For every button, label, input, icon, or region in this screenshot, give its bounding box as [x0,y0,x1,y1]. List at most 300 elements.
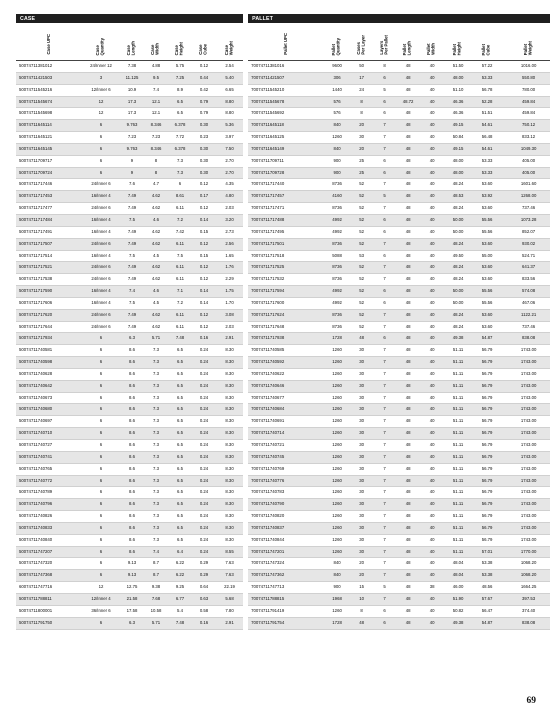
table-cell: 4992 [324,297,350,309]
table-cell: 53.38 [472,570,502,582]
table-cell: 50074711645114 [16,120,82,132]
table-cell: 48 [396,297,420,309]
table-cell: 1.75 [216,286,243,298]
table-cell: 40 [420,238,444,250]
table-cell: 46.00 [444,582,472,594]
table-cell: 7.3 [144,345,168,357]
table-row [16,143,550,155]
case-column-label: Case UPC [45,34,51,55]
table-cell: 56.79 [472,451,502,463]
table-cell: 9.763 [120,143,144,155]
table-cell: 0.12 [192,179,216,191]
table-cell: 7.25 [168,72,192,84]
table-cell: 8 [373,61,396,73]
table-cell: 4.62 [144,203,168,215]
table-cell: 7 [373,593,396,605]
table-cell: 550.80 [502,72,550,84]
table-cell: 6 [82,475,120,487]
table-cell: 7 [373,428,396,440]
table-cell: 57.22 [472,61,502,73]
table-cell: 36/Inner 6 [82,605,120,617]
table-cell: 1743.00 [502,499,550,511]
table-cell: 48 [396,143,420,155]
table-cell: 70074711717648 [248,321,324,333]
case-column-label: Case Weight [223,40,234,55]
table-cell: 0.79 [192,96,216,108]
table-cell: 70074711717518 [248,250,324,262]
table-cell: 7.3 [144,428,168,440]
table-row [16,475,550,487]
table-cell: 8.30 [216,416,243,428]
table-cell: 6.5 [168,428,192,440]
table-cell: 0.63 [192,593,216,605]
table-cell: 48.24 [444,238,472,250]
table-cell: 40 [420,297,444,309]
table-cell: 7.3 [144,499,168,511]
table-cell: 1260 [324,440,350,452]
table-cell: 40 [420,404,444,416]
table-cell: 48 [350,333,373,345]
table-cell: 4160 [324,191,350,203]
table-cell: 0.24 [192,511,216,523]
table-cell: 7 [373,203,396,215]
table-row [16,582,550,594]
table-cell: 6.11 [168,203,192,215]
table-cell: 7 [373,534,396,546]
table-cell: 6.5 [168,499,192,511]
table-cell: 7 [373,522,396,534]
table-cell: 48 [396,451,420,463]
table-cell: 1.76 [216,262,243,274]
table-cell: 8.7 [144,558,168,570]
table-cell: 1743.00 [502,380,550,392]
table-cell: 7 [373,463,396,475]
table-cell: 54.61 [472,120,502,132]
table-cell: 70074711717525 [248,262,324,274]
table-cell: 70074711717495 [248,226,324,238]
table-cell: 0.12 [192,61,216,73]
table-cell: 0.29 [192,570,216,582]
table-cell: 1.65 [216,250,243,262]
table-cell: 70074711791419 [248,605,324,617]
table-cell: 12.75 [120,582,144,594]
table-cell: 48 [396,428,420,440]
table-cell: 70074711788815 [248,593,324,605]
table-row [16,404,550,416]
table-cell: 48 [396,416,420,428]
table-cell: 40 [420,605,444,617]
table-cell: 51.11 [444,534,472,546]
table-cell: 40 [420,451,444,463]
table-cell: 51.11 [444,380,472,392]
table-cell: 4.62 [144,321,168,333]
table-cell: 70074711747362 [248,570,324,582]
table-cell: 52 [350,179,373,191]
table-row [16,416,550,428]
table-cell: 6.5 [168,534,192,546]
table-cell: 5.71 [144,333,168,345]
table-cell: 70074711740691 [248,416,324,428]
table-cell: 70074711717488 [248,214,324,226]
table-cell: 0.24 [192,357,216,369]
table-cell: 48 [396,203,420,215]
table-cell: 50074711740840 [16,534,82,546]
table-cell: 0.30 [192,167,216,179]
table-cell: 8.6 [120,522,144,534]
table-cell: 40 [420,120,444,132]
table-cell: 50074711740673 [16,392,82,404]
table-cell: 6 [82,463,120,475]
table-cell: 48 [396,262,420,274]
table-cell: 0.12 [192,262,216,274]
table-cell: 50.00 [444,286,472,298]
table-row [16,511,550,523]
table-row [16,297,550,309]
table-cell: 641.37 [502,262,550,274]
table-cell: 40 [420,534,444,546]
table-row [16,179,550,191]
table-cell: 6 [82,368,120,380]
table-cell: 840 [324,570,350,582]
table-cell: 4.88 [144,61,168,73]
table-cell: 8.346 [144,143,168,155]
table-cell: 53.60 [472,274,502,286]
table-cell: 52 [350,191,373,203]
table-cell: 6.65 [216,84,243,96]
table-cell: 24/Inner 6 [82,262,120,274]
table-row [16,96,550,108]
table-cell: 8.30 [216,404,243,416]
table-cell: 6 [82,451,120,463]
table-cell: 52 [350,297,373,309]
table-cell: 0.24 [192,546,216,558]
table-cell: 70074711740844 [248,534,324,546]
table-cell: 70074711747201 [248,546,324,558]
table-cell: 70074711740820 [248,511,324,523]
case-column-header [120,23,144,61]
pallet-column-header [472,23,502,61]
table-cell: 0.24 [192,475,216,487]
table-cell: 48 [396,250,420,262]
table-cell: 7.49 [120,274,144,286]
table-cell: 9.38 [144,582,168,594]
table-cell: 56.79 [472,499,502,511]
table-cell: 0.24 [192,416,216,428]
table-cell: 8736 [324,203,350,215]
table-cell: 7.3 [144,463,168,475]
table-cell: 4.6 [144,214,168,226]
table-cell: 40 [420,593,444,605]
table-cell: 6.5 [168,440,192,452]
table-cell: 40 [420,428,444,440]
table-cell: 30 [350,392,373,404]
pallet-column-header [324,23,350,61]
table-cell: 48 [396,392,420,404]
table-cell: 8.6 [120,499,144,511]
table-cell: 0.58 [192,605,216,617]
table-cell: 6.11 [168,274,192,286]
table-cell: 40 [420,357,444,369]
table-cell: 55.56 [472,286,502,298]
table-cell: 48 [396,617,420,629]
table-cell: 6.22 [168,570,192,582]
table-cell: 7 [373,570,396,582]
table-cell: 56.79 [472,511,502,523]
table-cell: 6 [82,440,120,452]
table-cell: 0.14 [192,286,216,298]
table-cell: 7 [373,132,396,144]
table-cell: 737.46 [502,321,550,333]
table-cell: 8.30 [216,475,243,487]
table-cell: 7.3 [144,511,168,523]
table-cell: 5.40 [216,72,243,84]
table-cell: 0.15 [192,250,216,262]
table-cell: 7.3 [144,368,168,380]
table-cell: 50074711740765 [16,463,82,475]
table-cell: 20 [350,120,373,132]
table-cell: 8.30 [216,534,243,546]
table-cell: 51.11 [444,404,472,416]
table-cell: 7 [373,143,396,155]
table-cell: 0.24 [192,463,216,475]
table-cell: 24/Inner 6 [82,309,120,321]
table-cell: 46.36 [444,96,472,108]
table-cell: 8.30 [216,357,243,369]
pallet-column-header [396,23,420,61]
table-cell: 48.00 [444,167,472,179]
table-cell: 53.33 [472,155,502,167]
table-cell: 1260 [324,404,350,416]
table-cell: 52 [350,321,373,333]
table-cell: 0.30 [192,155,216,167]
table-cell: 6 [373,297,396,309]
table-cell: 9 [120,167,144,179]
table-cell: 48 [396,84,420,96]
table-cell: 70074711740790 [248,499,324,511]
table-cell: 1260 [324,132,350,144]
table-cell: 50074711717484 [16,214,82,226]
table-cell: 48 [396,368,420,380]
table-cell: 54.87 [472,617,502,629]
table-cell: 20 [350,570,373,582]
table-cell: 7 [373,392,396,404]
table-cell: 397.53 [502,593,550,605]
table-cell: 50074711717521 [16,262,82,274]
table-cell: 70074711747324 [248,558,324,570]
table-row [16,120,550,132]
table-cell: 48 [396,380,420,392]
case-column-header [16,23,82,61]
table-cell: 5 [373,84,396,96]
table-cell: 6 [373,605,396,617]
table-cell: 8.6 [120,428,144,440]
table-cell: 6 [82,511,120,523]
table-cell: 24 [350,84,373,96]
table-cell: 9.5 [144,72,168,84]
table-cell: 30 [350,511,373,523]
table-cell: 1260 [324,605,350,617]
table-cell: 0.17 [192,191,216,203]
table-cell: 900 [324,155,350,167]
table-cell: 6 [82,333,120,345]
table-cell: 8 [350,96,373,108]
table-cell: 1743.00 [502,416,550,428]
table-cell: 40 [420,226,444,238]
case-column-header [82,23,120,61]
table-cell: 840 [324,558,350,570]
table-cell: 6 [82,558,120,570]
table-cell: 48 [396,309,420,321]
table-cell: 30 [350,380,373,392]
table-cell: 8.30 [216,463,243,475]
table-cell: 17.58 [120,605,144,617]
table-cell: 50.84 [444,132,472,144]
table-cell: 70074711717440 [248,179,324,191]
table-cell: 9600 [324,61,350,73]
table-cell: 6 [82,416,120,428]
table-cell: 0.24 [192,522,216,534]
table-cell: 70074711645118 [248,120,324,132]
table-cell: 51.90 [444,593,472,605]
table-cell: 50074711717491 [16,226,82,238]
table-cell: 737.46 [502,203,550,215]
table-cell: 48.24 [444,274,472,286]
table-cell: 17.3 [120,96,144,108]
table-cell: 2.56 [216,238,243,250]
table-cell: 5088 [324,250,350,262]
table-cell: 70074711717471 [248,203,324,215]
table-cell: 6 [82,570,120,582]
table-cell: 48 [396,226,420,238]
table-cell: 56.79 [472,534,502,546]
table-cell: 1260 [324,499,350,511]
table-cell: 53.92 [472,191,502,203]
table-cell: 16/Inner 4 [82,286,120,298]
table-cell: 7 [373,546,396,558]
table-cell: 12 [82,108,120,120]
table-cell: 30 [350,357,373,369]
table-cell: 6.3 [120,333,144,345]
table-cell: 9.25 [168,582,192,594]
table-cell: 56.79 [472,392,502,404]
table-cell: 576 [324,96,350,108]
table-cell: 8.6 [120,463,144,475]
table-cell: 51.10 [444,84,472,96]
table-cell: 9.13 [120,558,144,570]
table-cell: 50074711800001 [16,605,82,617]
table-cell: 51.11 [444,392,472,404]
table-cell: 8.80 [216,108,243,120]
table-cell: 7.49 [120,262,144,274]
table-cell: 6 [168,179,192,191]
table-cell: 7.4 [144,84,168,96]
table-cell: 46.36 [444,108,472,120]
table-cell: 30 [350,404,373,416]
table-cell: 0.15 [192,226,216,238]
table-cell: 20 [350,558,373,570]
table-cell: 4.62 [144,226,168,238]
table-cell: 51.50 [444,61,472,73]
table-cell: 8.30 [216,440,243,452]
table-cell: 1073.28 [502,214,550,226]
table-cell: 40 [420,463,444,475]
table-cell: 17.3 [120,108,144,120]
table-cell: 40 [420,143,444,155]
table-cell: 48 [396,345,420,357]
page-number: 69 [526,696,536,706]
table-cell: 25 [350,167,373,179]
table-cell: 55.56 [472,297,502,309]
table-cell: 70074711709728 [248,167,324,179]
table-cell: 0.16 [192,333,216,345]
table-cell: 1664.25 [502,582,550,594]
table-cell: 0.12 [192,238,216,250]
table-cell: 8 [350,108,373,120]
table-cell: 6.5 [168,380,192,392]
table-cell: 6 [82,380,120,392]
table-cell: 48.56 [472,582,502,594]
table-cell: 7 [373,416,396,428]
table-cell: 24/Inner 6 [82,321,120,333]
table-cell: 8.30 [216,487,243,499]
table-cell: 48 [396,274,420,286]
table-cell: 1728 [324,617,350,629]
table-cell: 11.125 [120,72,144,84]
table-cell: 48 [396,546,420,558]
table-cell: 70074711645149 [248,143,324,155]
table-cell: 48 [396,593,420,605]
table-cell: 40 [420,108,444,120]
table-cell: 6.5 [168,487,192,499]
table-cell: 50074711740710 [16,428,82,440]
table-cell: 51.11 [444,416,472,428]
table-cell: 8.6 [120,546,144,558]
table-cell: 4992 [324,214,350,226]
table-cell: 0.12 [192,203,216,215]
table-cell: 50074711747207 [16,546,82,558]
table-cell: 1743.00 [502,428,550,440]
table-cell: 6 [373,250,396,262]
table-cell: 40 [420,440,444,452]
table-cell: 6.5 [168,392,192,404]
table-cell: 1049.30 [502,143,550,155]
table-cell: 50074711740680 [16,404,82,416]
table-cell: 48 [396,582,420,594]
table-cell: 0.12 [192,274,216,286]
table-cell: 6.5 [168,475,192,487]
table-cell: 70074711645125 [248,132,324,144]
table-cell: 6 [82,155,120,167]
table-cell: 3.97 [216,132,243,144]
table-cell: 852.07 [502,226,550,238]
table-cell: 51.11 [444,522,472,534]
table-cell: 49.50 [444,250,472,262]
table-cell: 8.6 [120,368,144,380]
table-cell: 6 [82,167,120,179]
table-cell: 40 [420,250,444,262]
table-cell: 53.60 [472,321,502,333]
table-cell: 48.53 [444,191,472,203]
table-row [16,72,550,84]
table-cell: 16/Inner 4 [82,297,120,309]
table-cell: 7.63 [216,570,243,582]
table-cell: 0.24 [192,345,216,357]
table-cell: 40 [420,558,444,570]
table-cell: 10 [350,593,373,605]
table-cell: 8736 [324,321,350,333]
table-cell: 1068.20 [502,570,550,582]
table-cell: 10.58 [144,605,168,617]
